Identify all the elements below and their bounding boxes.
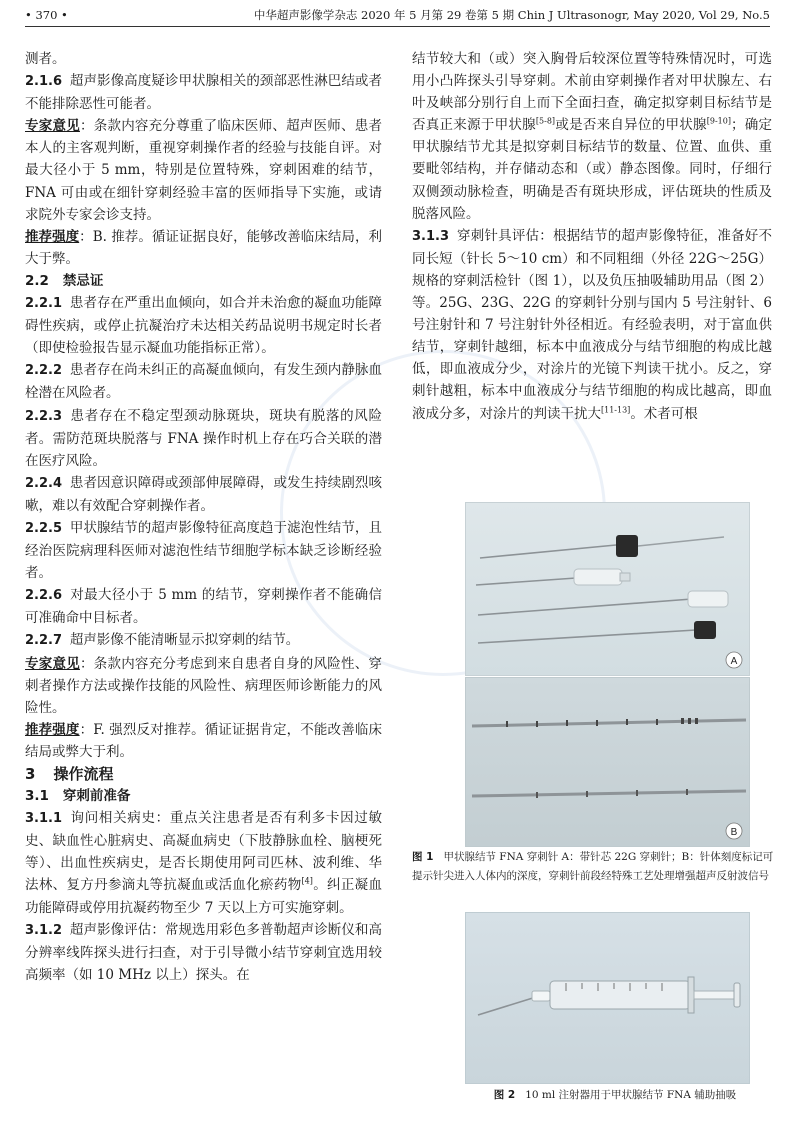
right-column [412,48,772,425]
syringe-needle [478,997,536,1015]
paragraph: 测者。 [25,51,66,67]
syringe-flange [688,977,694,1013]
needle-shaft [476,578,576,585]
section-text: 患者存在严重出血倾向，如合并未治愈的凝血功能障碍性疾病，或停止抗凝治疗未达相关药品说明书规定时长者（即使检验报告显示凝血功能指标正常）。 [25,295,382,357]
recommendation-label: 推荐强度 [25,228,80,245]
needle-shaft-marked [472,720,746,726]
needle-connector [620,573,630,581]
needle-shaft-marked [472,791,746,796]
section-text: 。纠正凝血功能障碍或停用抗凝药物至少 7 天以上方可实施穿刺。 [25,877,383,916]
section-3-1-1 [25,807,382,918]
section-text: 超声影像不能清晰显示拟穿刺的结节。 [69,632,300,649]
needles-illustration [466,503,749,675]
figure-1b-needle-markings-photo [465,677,750,847]
needle-shaft [478,630,696,643]
section-2-1-6 [25,70,382,115]
section-number: 2.2.4 [25,475,63,491]
section-text: 患者存在尚未纠正的高凝血倾向，有发生颈内静脉血栓潜在风险者。 [25,362,382,402]
section-text: 对最大径小于 5 mm 的结节，穿刺操作者不能确信可准确命中目标者。 [25,587,382,627]
section-2-2-2 [25,359,382,404]
recommendation-text: ：F. 强烈反对推荐。循证证据肯定，不能改善临床结局或弊大于利。 [25,721,382,760]
figure-2-syringe-photo [465,912,750,1084]
section-2-2-4 [25,472,382,517]
recommendation-2 [25,719,382,763]
section-title: 禁忌证 [62,272,104,289]
section-2-2-1 [25,292,382,359]
panel-label-a: A [730,656,738,667]
page-header [25,4,770,27]
expert-opinion-1 [25,115,382,225]
caption-text: 甲状腺结节 FNA 穿刺针 A：带针芯 22G 穿刺针；B：针体刻度标记可提示针尖进入人体内的深度，穿刺针前段经特殊工艺处理增强超声反射波信号 [412,851,774,882]
section-text: 。术者可根 [630,405,698,422]
recommendation-1 [25,226,382,270]
section-number: 3.1.3 [412,228,450,244]
section-number: 2.2 [25,272,49,289]
caption-text: 10 ml 注射器用于甲状腺结节 FNA 辅助抽吸 [525,1089,737,1101]
paragraph-text: 结节较大和（或）突入胸骨后较深位置等特殊情况时，可选用小凸阵探头引导穿刺。术前由穿刺操作者对甲状腺左、右叶及峡部分别行自上而下全面扫查，确定拟穿刺目标结节是否真正来源于甲状腺 [412,51,772,134]
section-number: 2.1.6 [25,74,63,90]
section-number: 2.2.5 [25,520,63,536]
needle-markings-illustration [466,678,749,846]
figure-1-caption [412,848,776,886]
section-number: 2.2.1 [25,296,63,312]
section-title: 穿刺前准备 [62,788,131,805]
paragraph-text: 或是否来自异位的甲状腺 [555,117,707,134]
section-3-1-3 [412,225,772,425]
recommendation-label: 推荐强度 [25,721,80,738]
section-title: 操作流程 [53,765,114,783]
figure-1a-needles-photo [465,502,750,676]
section-text: 超声影像高度疑诊甲状腺相关的颈部恶性淋巴结或者不能排除恶性可能者。 [25,73,382,113]
needle-hub [616,535,638,557]
figure-number: 图 1 [412,851,434,863]
citation[interactable]: [4] [301,876,313,886]
section-text: 患者存在不稳定型颈动脉斑块，斑块有脱落的风险者。需防范斑块脱落与 FNA 操作时机上存在巧合关联的潜在医疗风险。 [25,407,382,469]
syringe-plunger [694,991,736,999]
section-3-1-heading [25,785,382,807]
syringe-barrel [550,981,690,1009]
section-2-2-heading [25,270,382,292]
panel-label-b: B [730,827,738,838]
syringe-illustration [466,913,749,1083]
recommendation-text: ：B. 推荐。循证证据良好，能够改善临床结局，利大于弊。 [25,228,383,267]
section-3-heading [25,763,382,785]
needle-stylet [638,537,724,546]
section-number: 3.1.1 [25,811,63,827]
section-number: 3.1.2 [25,922,63,938]
section-number: 2.2.7 [25,633,63,649]
section-number: 3.1 [25,788,49,805]
expert-text: ：条款内容充分尊重了临床医师、超声医师、患者本人的主客观判断，重视穿刺操作者的经验与技能自评。对最大径小于 5 mm，特别是位置特殊，穿刺困难的结节，FNA 可由或在细针穿刺经验丰富的医师指导下实施，或请求院外专家会诊支持。 [25,118,383,223]
figure-number: 图 2 [493,1089,516,1101]
left-column [25,48,382,986]
figure-2-caption [465,1086,765,1105]
paragraph [412,48,772,225]
section-number: 2.2.3 [25,408,63,424]
needle-shaft [478,599,692,615]
section-text: 超声影像评估：常规选用彩色多普勒超声诊断仪和高分辨率线阵探头进行扫查，对于引导微小结节穿刺宜选用较高频率（如 10 MHz 以上）探头。在 [25,921,382,983]
section-2-2-5 [25,517,382,584]
citation[interactable]: [9-10] [706,116,731,126]
needle-hub-clear [688,591,728,607]
expert-opinion-2 [25,653,382,719]
section-2-2-7 [25,629,382,652]
expert-label: 专家意见 [25,655,80,672]
paragraph-text: ；确定甲状腺结节尤其是拟穿刺目标结节的数量、位置、血供、重要毗邻结构，并存储动态和（或）静态图像。同时，仔细行双侧颈动脉检查，明确是否有斑块形成，评估斑块的性质及脱落风险。 [412,117,773,222]
section-text: 甲状腺结节的超声影像特征高度趋于滤泡性结节，且经治医院病理科医师对滤泡性结节细胞学标本缺乏诊断经验者。 [25,519,382,582]
citation[interactable]: [5-8] [535,116,556,126]
section-number: 3 [25,765,36,783]
citation[interactable]: [11-13] [601,405,631,414]
section-number: 2.2.6 [25,588,63,604]
section-2-2-3 [25,405,382,472]
page-number: • 370 • [25,8,68,22]
section-3-1-2 [25,919,382,986]
needle-cap [694,621,716,639]
needle-shaft [480,545,616,558]
syringe-tip [532,991,550,1001]
section-text: 患者因意识障碍或颈部伸展障碍，或发生持续剧烈咳嗽，难以有效配合穿刺操作者。 [25,474,382,514]
section-number: 2.2.2 [25,363,63,379]
section-text: 询问相关病史：重点关注患者是否有利多卡因过敏史、缺血性心脏病史、高凝血病史（下肢静脉血栓、脑梗死等）、出血性疾病史，是否长期使用阿司匹林、波利维、华法林、复方丹参滴丸等抗凝血或活血化瘀药物 [25,810,382,894]
needle-hub-clear [574,569,622,585]
section-text: 穿刺针具评估：根据结节的超声影像特征，准备好不同长短（针长 5～10 cm）和不同粗细（外径 22G～25G）规格的穿刺活检针（图 1），以及负压抽吸辅助用品（图 2）等。25G、23G、22G 的穿刺针分别与国内 5 号注射针、6 号注射针和 7 号注射针外径相近。有经验表明，对于富血供结节，穿刺针越细，标本中血液成分与结节细胞的构成比越低，即血液成分少，对涂片的光镜下判读干扰小。反之，穿刺针越粗，标本中血液成分与结节细胞的构成比越高，即血液成分多，对涂片的判读干扰大 [412,227,772,422]
journal-title: 中华超声影像学杂志 2020 年 5 月第 29 卷第 5 期 Chin J Ultrasonogr, May 2020, Vol 29, No.5 [253,8,770,22]
section-2-2-6 [25,584,382,629]
expert-label: 专家意见 [25,118,80,135]
expert-text: ：条款内容充分考虑到来自患者自身的风险性、穿刺者操作方法或操作技能的风险性、病理医师诊断能力的风险性。 [25,655,383,716]
plunger-thumb-rest [734,983,740,1007]
